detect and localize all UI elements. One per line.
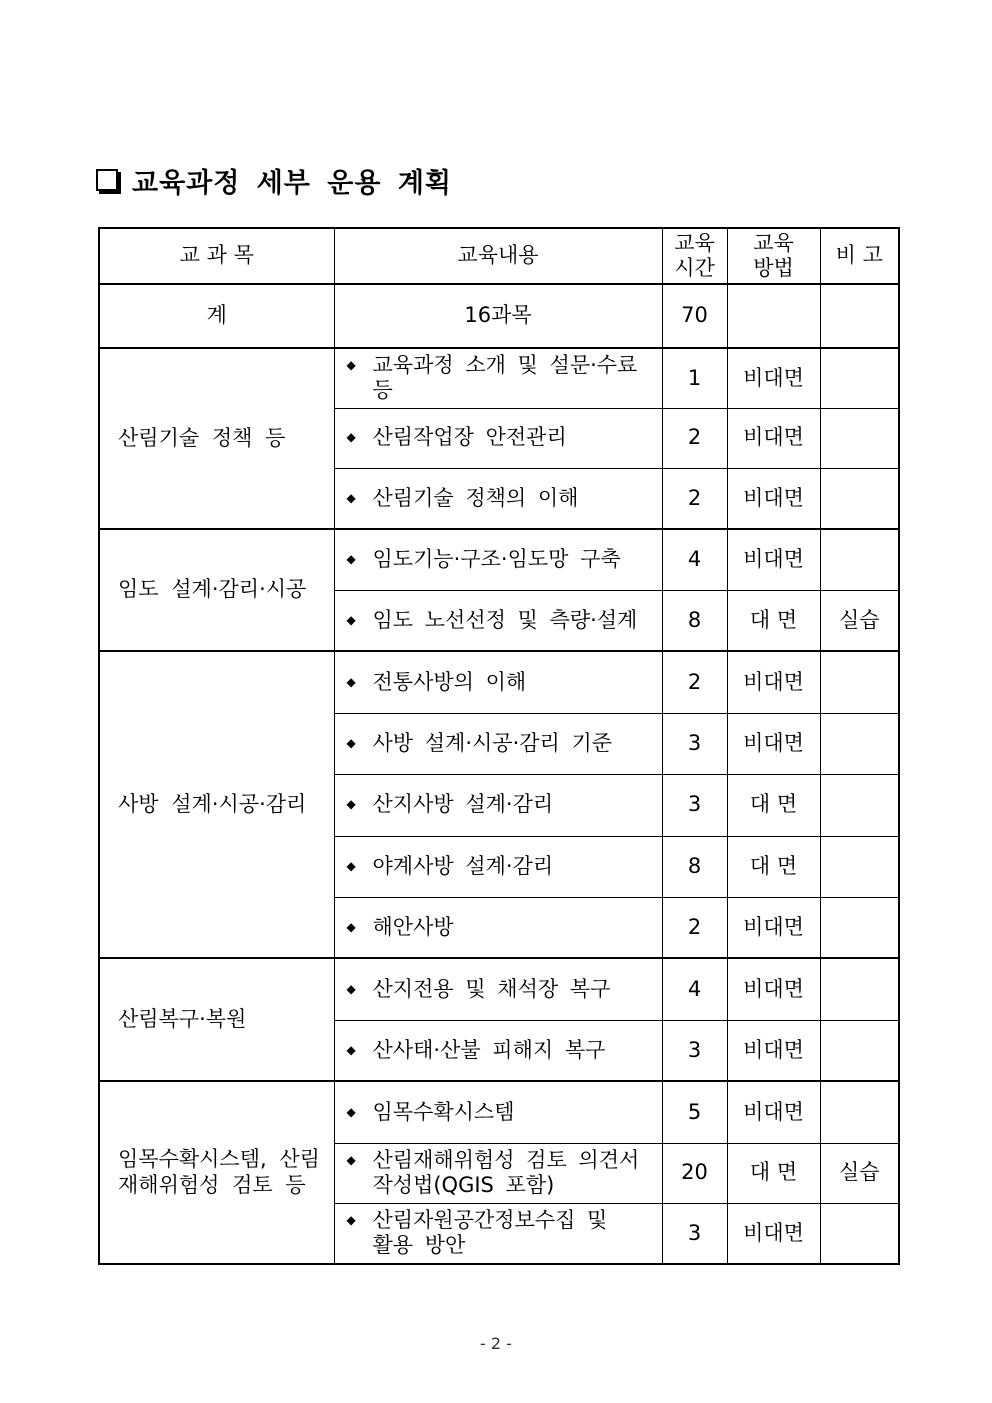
hours-cell: 2 xyxy=(662,897,727,958)
diamond-bullet-icon: ◆ xyxy=(346,674,356,689)
note-cell xyxy=(820,348,899,408)
method-cell: 비대면 xyxy=(727,958,820,1020)
total-note xyxy=(820,284,899,348)
diamond-bullet-icon: ◆ xyxy=(346,612,356,627)
content-cell: ◆ 교육과정 소개 및 설문·수료 등 xyxy=(334,348,662,408)
method-cell: 비대면 xyxy=(727,348,820,408)
table-row xyxy=(99,529,899,590)
hours-cell: 2 xyxy=(662,468,727,529)
page-title: 교육과정 세부 운용 계획 xyxy=(132,167,453,199)
hours-cell: 3 xyxy=(662,1020,727,1081)
diamond-bullet-icon: ◆ xyxy=(346,1104,356,1119)
method-cell: 비대면 xyxy=(727,651,820,713)
hours-cell: 4 xyxy=(662,958,727,1020)
method-cell: 비대면 xyxy=(727,529,820,590)
diamond-bullet-icon: ◆ xyxy=(346,430,356,445)
total-hours: 70 xyxy=(662,284,727,348)
table-row xyxy=(99,651,899,713)
subject-cell: 산림기술 정책 등 xyxy=(99,348,334,529)
hours-cell: 3 xyxy=(662,774,727,836)
diamond-bullet-icon: ◆ xyxy=(346,981,356,996)
method-cell: 비대면 xyxy=(727,897,820,958)
diamond-bullet-icon: ◆ xyxy=(346,858,356,873)
method-cell: 대 면 xyxy=(727,836,820,897)
total-row xyxy=(99,284,899,348)
hours-cell: 1 xyxy=(662,348,727,408)
note-cell xyxy=(820,897,899,958)
method-cell: 비대면 xyxy=(727,713,820,774)
note-cell: 실습 xyxy=(820,1143,899,1203)
note-cell xyxy=(820,1081,899,1143)
curriculum-table xyxy=(98,227,900,1265)
note-cell: 실습 xyxy=(820,590,899,651)
method-cell: 비대면 xyxy=(727,468,820,529)
method-cell: 비대면 xyxy=(727,408,820,468)
method-cell: 대 면 xyxy=(727,590,820,651)
content-cell: ◆ 전통사방의 이해 xyxy=(334,651,662,713)
method-cell: 비대면 xyxy=(727,1081,820,1143)
content-cell: ◆ 산림기술 정책의 이해 xyxy=(334,468,662,529)
table-row xyxy=(99,348,899,408)
hours-cell: 8 xyxy=(662,590,727,651)
subject-cell: 임도 설계·감리·시공 xyxy=(99,529,334,651)
hours-cell: 5 xyxy=(662,1081,727,1143)
content-cell: ◆ 산림작업장 안전관리 xyxy=(334,408,662,468)
diamond-bullet-icon: ◆ xyxy=(346,490,356,505)
content-cell: ◆ 임목수확시스템 xyxy=(334,1081,662,1143)
header-hours: 교육 시간 xyxy=(662,228,727,284)
method-cell: 비대면 xyxy=(727,1203,820,1264)
note-cell xyxy=(820,958,899,1020)
hours-cell: 3 xyxy=(662,1203,727,1264)
header-method: 교육 방법 xyxy=(727,228,820,284)
content-cell: ◆ 임도기능·구조·임도망 구축 xyxy=(334,529,662,590)
method-cell: 대 면 xyxy=(727,774,820,836)
note-cell xyxy=(820,836,899,897)
note-cell xyxy=(820,713,899,774)
header-content: 교육내용 xyxy=(334,228,662,284)
note-cell xyxy=(820,529,899,590)
header-subject: 교 과 목 xyxy=(99,228,334,284)
method-cell: 비대면 xyxy=(727,1020,820,1081)
total-method xyxy=(727,284,820,348)
content-cell: ◆ 임도 노선선정 및 측량·설계 xyxy=(334,590,662,651)
checkbox-square-icon xyxy=(96,169,118,191)
hours-cell: 3 xyxy=(662,713,727,774)
content-cell: ◆ 해안사방 xyxy=(334,897,662,958)
diamond-bullet-icon: ◆ xyxy=(346,1152,356,1167)
diamond-bullet-icon: ◆ xyxy=(346,735,356,750)
content-cell: ◆ 산지전용 및 채석장 복구 xyxy=(334,958,662,1020)
total-label: 계 xyxy=(99,284,334,348)
header-note: 비 고 xyxy=(820,228,899,284)
content-cell: ◆ 산지사방 설계·감리 xyxy=(334,774,662,836)
hours-cell: 20 xyxy=(662,1143,727,1203)
note-cell xyxy=(820,468,899,529)
diamond-bullet-icon: ◆ xyxy=(346,919,356,934)
note-cell xyxy=(820,408,899,468)
hours-cell: 4 xyxy=(662,529,727,590)
hours-cell: 2 xyxy=(662,651,727,713)
subject-cell: 사방 설계·시공·감리 xyxy=(99,651,334,958)
content-cell: ◆ 야계사방 설계·감리 xyxy=(334,836,662,897)
diamond-bullet-icon: ◆ xyxy=(346,1042,356,1057)
subject-cell: 산림복구·복원 xyxy=(99,958,334,1081)
diamond-bullet-icon: ◆ xyxy=(346,1213,356,1228)
hours-cell: 2 xyxy=(662,408,727,468)
table-header-row xyxy=(99,228,899,284)
content-cell: ◆ 산림재해위험성 검토 의견서 작성법(QGIS 포함) xyxy=(334,1143,662,1203)
page-number: - 2 - xyxy=(480,1334,512,1353)
content-cell: ◆ 산림자원공간정보수집 및 활용 방안 xyxy=(334,1203,662,1264)
content-cell: ◆ 사방 설계·시공·감리 기준 xyxy=(334,713,662,774)
table-row xyxy=(99,1081,899,1143)
subject-cell: 임목수확시스템, 산림 재해위험성 검토 등 xyxy=(99,1081,334,1264)
total-content: 16과목 xyxy=(334,284,662,348)
section-heading xyxy=(96,160,452,200)
method-cell: 대 면 xyxy=(727,1143,820,1203)
hours-cell: 8 xyxy=(662,836,727,897)
table-row xyxy=(99,958,899,1020)
note-cell xyxy=(820,1020,899,1081)
diamond-bullet-icon: ◆ xyxy=(346,358,356,373)
content-cell: ◆ 산사태·산불 피해지 복구 xyxy=(334,1020,662,1081)
note-cell xyxy=(820,1203,899,1264)
diamond-bullet-icon: ◆ xyxy=(346,797,356,812)
note-cell xyxy=(820,774,899,836)
diamond-bullet-icon: ◆ xyxy=(346,552,356,567)
note-cell xyxy=(820,651,899,713)
